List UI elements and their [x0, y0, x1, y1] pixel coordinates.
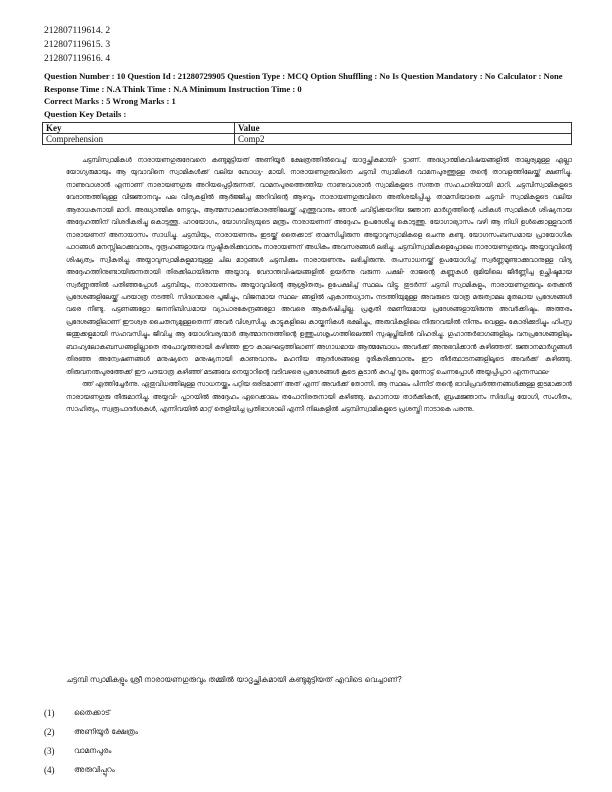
key-details-table: [42, 122, 572, 145]
option-id-line: 212807119615. 3: [44, 40, 111, 50]
option-id-line: 212807119614. 2: [44, 26, 111, 36]
option-number: (4): [44, 764, 55, 775]
question-meta: [44, 70, 584, 120]
key-details-heading: Question Key Details :: [44, 108, 127, 119]
value-cell: Comp2: [235, 134, 572, 145]
option-id-list: [44, 24, 110, 66]
option-label: തൈക്കാട്: [74, 707, 110, 717]
option-item[interactable]: [44, 741, 138, 760]
option-item[interactable]: [44, 722, 138, 741]
table-row: [43, 134, 572, 145]
option-label: അരുവിപ്പുറം: [74, 764, 115, 774]
comprehension-passage: [66, 154, 572, 416]
question-info-line: Question Number : 10 Question Id : 21280729905 Question Type : MCQ Option Shuffling : No Is Question Mandatory : No Calculator : None: [44, 71, 563, 81]
option-label: അണിയൂർ ക്ഷേത്രം: [74, 726, 139, 736]
passage-paragraph: ത്ത് എത്തിച്ചേർന്നു. ഏതുവിധത്തിലുള്ള സാധനയ്ക്കും പറ്റിയ ഒരിടമാണ് അത് എന്ന് അവർക്ക് തോന്നി. ആ സ്ഥലം പിന്നീട് തന്റെ ഭാവിപ്രവർത്തനങ്ങൾക്കുള്ള ഇടമാക്കാൻ നാരായണഗുരു തീരുമാനിച്ചു. അയ്യവി- പ്പാറയിൽ അദ്ദേഹം ഏറെക്കാലം തപോനിരതനായി കഴിഞ്ഞു. മഹാനായ താർക്കികൻ, ബ്രഹ്മജ്ഞാനം സിദ്ധിച്ച യോഗി, സംഗീതം, സാഹിത്യം, സ്വരൂപാദർശകൾ, എന്നിവയിൽ മാറ്റ് തെളിയിച്ച പ്രതിഭാശാലി എന്നീ നിലകളിൽ ചട്ടമ്പിസ്വാമികളുടെ പ്രശസ്തി നാടാകെ പരന്നു.: [66, 380, 572, 414]
key-cell: Comprehension: [43, 134, 235, 145]
response-time-line: Response Time : N.A Think Time : N.A Minimum Instruction Time : 0: [44, 83, 302, 94]
option-number: (2): [44, 726, 55, 737]
passage-paragraph: ചട്ടമ്പിസ്വാമികൾ നാരായണഗുരുദേവനെ കണ്ടുമുട്ടിയത് അണിയൂർ ക്ഷേത്രത്തിൽവെച്ച് യാദൃച്ഛികമായി- ട്ടാണ്. അദ്ധ്യാത്മികവിഷയങ്ങളിൽ താല്പര്യമുള്ള എല്ലാ യോഗ്യരുമായും ആ യുവാവിനെ സ്വാമികൾക്ക് വലിയ ബോധ്യ- മായി. നാരായണഗുരുവിനെ ചട്ടമ്പി സ്വാമികൾ വാമനപുരത്തുള്ള തന്റെ താവളത്തിലേയ്ക്ക് ക്ഷണിച്ചു. നാണുവാശാൻ എന്നാണ് നാരായണഗുരു അറിയപ്പെട്ടിരുന്നത്. വാമനപുരത്തെത്തിയ നാണുവാശാൻ സ്വാമികളുടെ സന്തത സഹചാരിയായി മാറി. ചട്ടമ്പിസ്വാമികളുടെ വേദാന്തത്തിലുള്ള വിജ്ഞാനവും പല വിദ്യകളിൽ ആർജ്ജിച്ച അറിവിന്റെ ആഴവും നാരായണഗുരുവിനെ അതിശയിപ്പിച്ചു. താമസിയാതെ ചട്ടമ്പി- സ്വാമികളുടെ വലിയ ആരാധകനായി മാറി. അദ്ധ്യാത്മിക നേട്ടവും, ആത്മസാക്ഷാത്കാരത്തിലേയ്ക്ക് എത്തുവാനും ഞാൻ ചവിട്ടിക്കയറിയ ജ്ഞാന മാർഗ്ഗത്തിന്റെ പടികൾ സ്വാമികൾ ശിഷ്യനായ അദ്ദേഹത്തിന് വിശദീകരിച്ചു കൊടുത്തു. ഹഠയോഗം, യോഗവിദ്യയുടെ മന്ത്രം നാരായണന് അദ്ദേഹം ഉപദേശിച്ചു കൊടുത്തു. യോഗാഭ്യാസം വഴി ആ നിധി ഉൾക്കൊള്ളുവാൻ നാരായണന് അനായാസം സാധിച്ചു. ചട്ടമ്പിയും, നാരായണനും ഇടയ്ക്ക് തൈക്കാട് താമസിച്ചിരുന്ന അയ്യാവുസ്വാമികളെ ചെന്നു കണ്ടു. യോഗസംബന്ധമായ പ്രായോഗിക പാഠങ്ങൾ മനസ്സിലാക്കുവാനും, ദുരൂഹങ്ങളായവ സ്പഷ്ടീകരിക്കുവാനും നാരായണന് അധികം അവസരങ്ങൾ ലഭിച്ചു. ചട്ടമ്പിസ്വാമികളെപ്പോലെ നാരായണഗുരുവും അയ്യാവുവിന്റെ ശിഷ്യത്വം സ്വീകരിച്ചു. അയ്യാവുസ്വാമികളുമായുള്ള ചില മാറ്റങ്ങൾ ചട്ടമ്പിക്കും നാരായണനും ലഭിച്ചിരുന്നു. തപസാധനയ്ക്ക് ഉപയോഗിച്ച് സ്വർണ്ണമുണ്ടാക്കുവാനുള്ള വിദ്യ അദ്ദേഹത്തിനുണ്ടായിരുന്നതായി തിരക്കിലായിരുന്നു അയ്യാവു. വേദാന്തവിഷയങ്ങളിൽ ഉയർന്നു വരുന്ന പക്ഷി- രാജന്റെ കണ്ണുകൾ ഭൂമിയിലെ ജീർണ്ണിച്ച ഉച്ഛിഷ്ടമായ സ്വർണ്ണത്തിൽ പതിഞ്ഞപ്പോൾ ചട്ടമ്പിയും, നാരായണനും അയ്യാവുവിന്റെ ആശ്രിതത്വം ഉപേക്ഷിച്ച് സ്ഥലം വിട്ടു. തുടർന്ന് ചട്ടമ്പി സ്വാമികളും, നാരായണഗുരുവും തെക്കൻ പ്രദേശങ്ങളിലേയ്ക്ക് പദയാത്ര നടത്തി. സിദ്ധന്മാരെ പൂജിച്ചും, വിജനമായ സ്ഥല- ങ്ങളിൽ ഏകാന്തധ്യാനം നടത്തിയുമുള്ള അവരുടെ യാത്ര മരുത്വാമല മുതലായ പ്രദേശങ്ങൾ വരെ നീണ്ടു. പട്ടണങ്ങളോ ജനനിബിഡമായ വ്യാപാരകേന്ദ്രങ്ങളോ അവരെ ആകർഷിച്ചില്ല. പ്രകൃതി രമണീയമായ പ്രദേശങ്ങളായിരുന്നു അവർക്കിഷ്ടം. അത്തരം പ്രദേശങ്ങളിലാണ് ഈശ്വര ചൈതന്യമുള്ളതെന്ന് അവർ വിശ്വസിച്ചു. കാട്ടുകളിലെ കായ്കനികൾ ഭക്ഷിച്ചും, അരുവികളിലെ നീരുറവയിൽ നിന്നും വെള്ളം കോരിക്കുടിച്ചും ഹിംസ്ര ജന്തുക്കളുമായി സഹവസിച്ചും ജീവിച്ച ആ യോഗിവര്യന്മാർ ആത്മാനന്ദത്തിന്റെ ഉത്തുംഗശൃംഗത്തിലെത്തി സുഷുപ്തിയിൽ വിഹരിച്ചു. ഗുഹാന്തർഭാഗങ്ങളിലും വനപ്രദേശങ്ങളിലും ബാഹ്യലോകബന്ധങ്ങളില്ലാതെ തപോവൃത്തരായി കഴിഞ്ഞ ഈ കാലഘട്ടത്തിലാണ് അഗാധമായ ആത്മബോധം അവർക്ക് അനുഭവിക്കാൻ കഴിഞ്ഞത്. ജ്ഞാനമാർഗ്ഗങ്ങൾ തിരഞ്ഞ അന്വേഷണങ്ങൾ മനുഷ്യനെ മനുഷ്യനായി കാണുവാനും മഹനീയ ആദർശങ്ങളെ ദൂരീകരിക്കുവാനും ഈ തീർത്ഥാടനങ്ങളിലൂടെ അവർക്ക് കഴിഞ്ഞു. തിരുവനന്തപുരത്തേക്ക് ഈ പദയാത്ര കഴിഞ്ഞ് മടങ്ങവേ നെയ്യാറിന്റെ വടിവഴരെ പ്രദേശങ്ങൾ കൂടെ കൂടാൻ കുറച്ച് ദൂരം മുന്നോട്ട് ചെന്നപ്പോൾ അയ്യപ്പിപ്പാറ എന്നസ്ഥല-: [66, 156, 572, 376]
key-header: Key: [43, 123, 235, 134]
answer-options: [44, 703, 138, 779]
question-text: ചട്ടമ്പി സ്വാമികളും ശ്രീ നാരായണഗുരുവും തമ്മിൽ യാദൃച്ഛികമായി കണ്ടുമുട്ടിയത് എവിടെ വെച്ചാണ്?: [66, 675, 402, 684]
option-number: (1): [44, 707, 55, 718]
option-id-line: 212807119616. 4: [44, 54, 111, 64]
marks-line: Correct Marks : 5 Wrong Marks : 1: [44, 96, 176, 106]
option-label: വാമനപുരം: [74, 745, 112, 755]
option-number: (3): [44, 745, 55, 756]
table-header-row: [43, 123, 572, 134]
option-item[interactable]: [44, 703, 138, 722]
value-header: Value: [235, 123, 572, 134]
option-item[interactable]: [44, 760, 138, 779]
